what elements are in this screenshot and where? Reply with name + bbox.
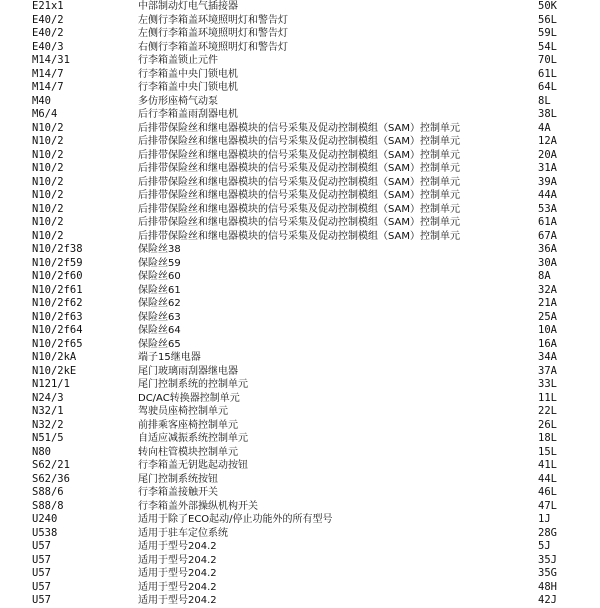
component-description: 适用于驻车定位系统 [138,527,228,539]
table-row [0,81,600,95]
table-row [0,500,600,514]
component-description: 后排带保险丝和继电器模块的信号采集及促动控制模组（SAM）控制单元 [138,230,461,242]
component-description: 适用于型号204.2 [138,595,217,606]
component-description: 多仿形座椅气动泵 [138,95,218,107]
table-row [0,338,600,352]
component-code: M6/4 [32,108,58,120]
grid-location: 11L [538,391,557,404]
grid-location: 37A [538,364,557,377]
table-row [0,122,600,136]
table-row [0,216,600,230]
component-description: 尾门玻璃雨刮器继电器 [138,365,238,377]
grid-location: 31A [538,162,557,174]
component-description: 行李箱盖无钥匙起动按钮 [138,460,248,471]
component-code: N10/2f65 [32,337,83,350]
grid-location: 56L [538,13,557,26]
grid-location: 46L [538,486,557,498]
component-description: 后排带保险丝和继电器模块的信号采集及促动控制模组（SAM）控制单元 [138,190,461,201]
component-code: M14/7 [32,67,64,80]
table-row [0,162,600,176]
component-description: 保险丝38 [138,244,181,255]
grid-location: 20A [538,148,557,161]
grid-location: 26L [538,418,557,431]
grid-location: 59L [538,27,557,39]
component-description: 转向柱管模块控制单元 [138,446,238,458]
component-code: N10/2 [32,148,64,161]
component-description: 后排带保险丝和继电器模块的信号采集及促动控制模组（SAM）控制单元 [138,136,461,147]
table-row [0,27,600,41]
component-description: 尾门控制系统的控制单元 [138,379,248,390]
grid-location: 10A [538,324,557,336]
grid-location: 8L [538,94,551,107]
component-code: S62/21 [32,459,70,471]
table-row [0,0,600,14]
component-code: N10/2f61 [32,283,83,296]
table-row [0,54,600,68]
grid-location: 53A [538,202,557,215]
grid-location: 61L [538,67,557,80]
component-code: N10/2kA [32,351,77,363]
table-row [0,446,600,460]
table-row [0,14,600,28]
component-description: 行李箱盖中央门锁电机 [138,68,238,80]
component-code: S62/36 [32,472,70,485]
table-row [0,473,600,487]
component-code: N10/2 [32,216,64,228]
table-row [0,270,600,284]
component-description: 保险丝60 [138,271,181,282]
component-code: U57 [32,567,51,579]
grid-location: 64L [538,81,557,93]
component-code: U57 [32,580,51,593]
component-description: DC/AC转换器控制单元 [138,392,240,404]
grid-location: 67A [538,229,557,242]
component-description: 自适应减振系统控制单元 [138,433,248,444]
component-code: N10/2f63 [32,310,83,323]
component-description: 适用于型号204.2 [138,554,217,566]
table-row [0,41,600,55]
table-row [0,230,600,244]
grid-location: 50K [538,0,557,12]
table-row [0,405,600,419]
grid-location: 21A [538,297,557,309]
component-code: M14/31 [32,54,70,66]
table-row [0,149,600,163]
component-code: S88/6 [32,486,64,498]
component-code: N10/2f60 [32,270,83,282]
grid-location: 1J [538,513,551,525]
component-description: 保险丝63 [138,311,181,323]
table-row [0,527,600,541]
grid-location: 48H [538,580,557,593]
component-code: E40/3 [32,40,64,53]
grid-location: 41L [538,459,557,471]
component-code: N10/2 [32,189,64,201]
grid-location: 16A [538,337,557,350]
grid-location: 33L [538,378,557,390]
grid-location: 61A [538,216,557,228]
grid-location: 44A [538,189,557,201]
component-description: 后排带保险丝和继电器模块的信号采集及促动控制模组（SAM）控制单元 [138,203,461,215]
component-code: U57 [32,553,51,566]
component-code: N10/2f62 [32,297,83,309]
component-description: 行李箱盖外部操纵机构开关 [138,500,258,512]
component-description: 端子15继电器 [138,352,201,363]
component-description: 后排带保险丝和继电器模块的信号采集及促动控制模组（SAM）控制单元 [138,217,461,228]
grid-location: 22L [538,405,557,417]
table-row [0,594,600,608]
component-code: N24/3 [32,391,64,404]
component-description: 行李箱盖接触开关 [138,487,218,498]
component-code: U538 [32,526,58,539]
component-code: N10/2 [32,121,64,134]
table-row [0,311,600,325]
table-row [0,459,600,473]
table-row [0,68,600,82]
grid-location: 42J [538,594,557,606]
table-row [0,108,600,122]
grid-location: 8A [538,270,551,282]
component-description: 保险丝64 [138,325,181,336]
grid-location: 44L [538,472,557,485]
component-description: 保险丝62 [138,298,181,309]
component-code: U57 [32,540,51,552]
component-description: 右侧行李箱盖环境照明灯和警告灯 [138,41,288,53]
table-row [0,392,600,406]
component-description: 后行李箱盖雨刮器电机 [138,109,238,120]
grid-location: 36A [538,243,557,255]
component-code: N10/2f64 [32,324,83,336]
grid-location: 28G [538,526,557,539]
table-row [0,257,600,271]
table-row [0,351,600,365]
component-code: M14/7 [32,81,64,93]
table-row [0,324,600,338]
table-row [0,378,600,392]
grid-location: 34A [538,351,557,363]
grid-location: 38L [538,108,557,120]
component-code: N32/1 [32,405,64,417]
component-code: N32/2 [32,418,64,431]
grid-location: 54L [538,40,557,53]
table-row [0,95,600,109]
component-description: 适用于型号204.2 [138,581,217,593]
component-description: 适用于型号204.2 [138,541,217,552]
component-description: 后排带保险丝和继电器模块的信号采集及促动控制模组（SAM）控制单元 [138,176,461,188]
grid-location: 12A [538,135,557,147]
component-description: 适用于除了ECO起动/停止功能外的所有型号 [138,514,333,525]
component-code: N10/2 [32,229,64,242]
component-code: N10/2f59 [32,256,83,269]
component-code: N10/2 [32,162,64,174]
table-row [0,513,600,527]
table-row [0,135,600,149]
component-code: E21x1 [32,0,64,12]
component-code: N10/2f38 [32,243,83,255]
component-description: 后排带保险丝和继电器模块的信号采集及促动控制模组（SAM）控制单元 [138,122,461,134]
component-description: 驾驶员座椅控制单元 [138,406,228,417]
table-row [0,189,600,203]
table-row [0,419,600,433]
component-code: N80 [32,445,51,458]
table-row [0,554,600,568]
grid-location: 25A [538,310,557,323]
component-description: 左侧行李箱盖环境照明灯和警告灯 [138,28,288,39]
component-code: N121/1 [32,378,70,390]
component-code: U240 [32,513,58,525]
component-description: 行李箱盖锁止元件 [138,55,218,66]
component-description: 保险丝61 [138,284,181,296]
grid-location: 5J [538,540,551,552]
component-code: N10/2 [32,175,64,188]
table-row [0,365,600,379]
component-description: 后排带保险丝和继电器模块的信号采集及促动控制模组（SAM）控制单元 [138,149,461,161]
component-code: M40 [32,94,51,107]
grid-location: 70L [538,54,557,66]
table-row [0,297,600,311]
table-row [0,284,600,298]
table-row [0,243,600,257]
table-row [0,203,600,217]
component-code: E40/2 [32,27,64,39]
grid-location: 30A [538,256,557,269]
component-description: 保险丝65 [138,338,181,350]
component-code: S88/8 [32,499,64,512]
table-row [0,567,600,581]
grid-location: 4A [538,121,551,134]
component-description: 中部制动灯电气插接器 [138,1,238,12]
grid-location: 32A [538,283,557,296]
component-code: U57 [32,594,51,606]
table-row [0,176,600,190]
component-code: N10/2kE [32,364,77,377]
component-code: N51/5 [32,432,64,444]
component-description: 前排乘客座椅控制单元 [138,419,238,431]
component-description: 尾门控制系统按钮 [138,473,218,485]
table-row [0,581,600,595]
grid-location: 47L [538,499,557,512]
grid-location: 18L [538,432,557,444]
component-code: E40/2 [32,13,64,26]
component-description: 行李箱盖中央门锁电机 [138,82,238,93]
table-row [0,486,600,500]
table-row [0,540,600,554]
table-row [0,432,600,446]
grid-location: 15L [538,445,557,458]
component-description: 保险丝59 [138,257,181,269]
grid-location: 39A [538,175,557,188]
component-description: 后排带保险丝和继电器模块的信号采集及促动控制模组（SAM）控制单元 [138,163,461,174]
component-description: 适用于型号204.2 [138,568,217,579]
component-description: 左侧行李箱盖环境照明灯和警告灯 [138,14,288,26]
grid-location: 35J [538,553,557,566]
grid-location: 35G [538,567,557,579]
component-code: N10/2 [32,135,64,147]
component-code: N10/2 [32,202,64,215]
